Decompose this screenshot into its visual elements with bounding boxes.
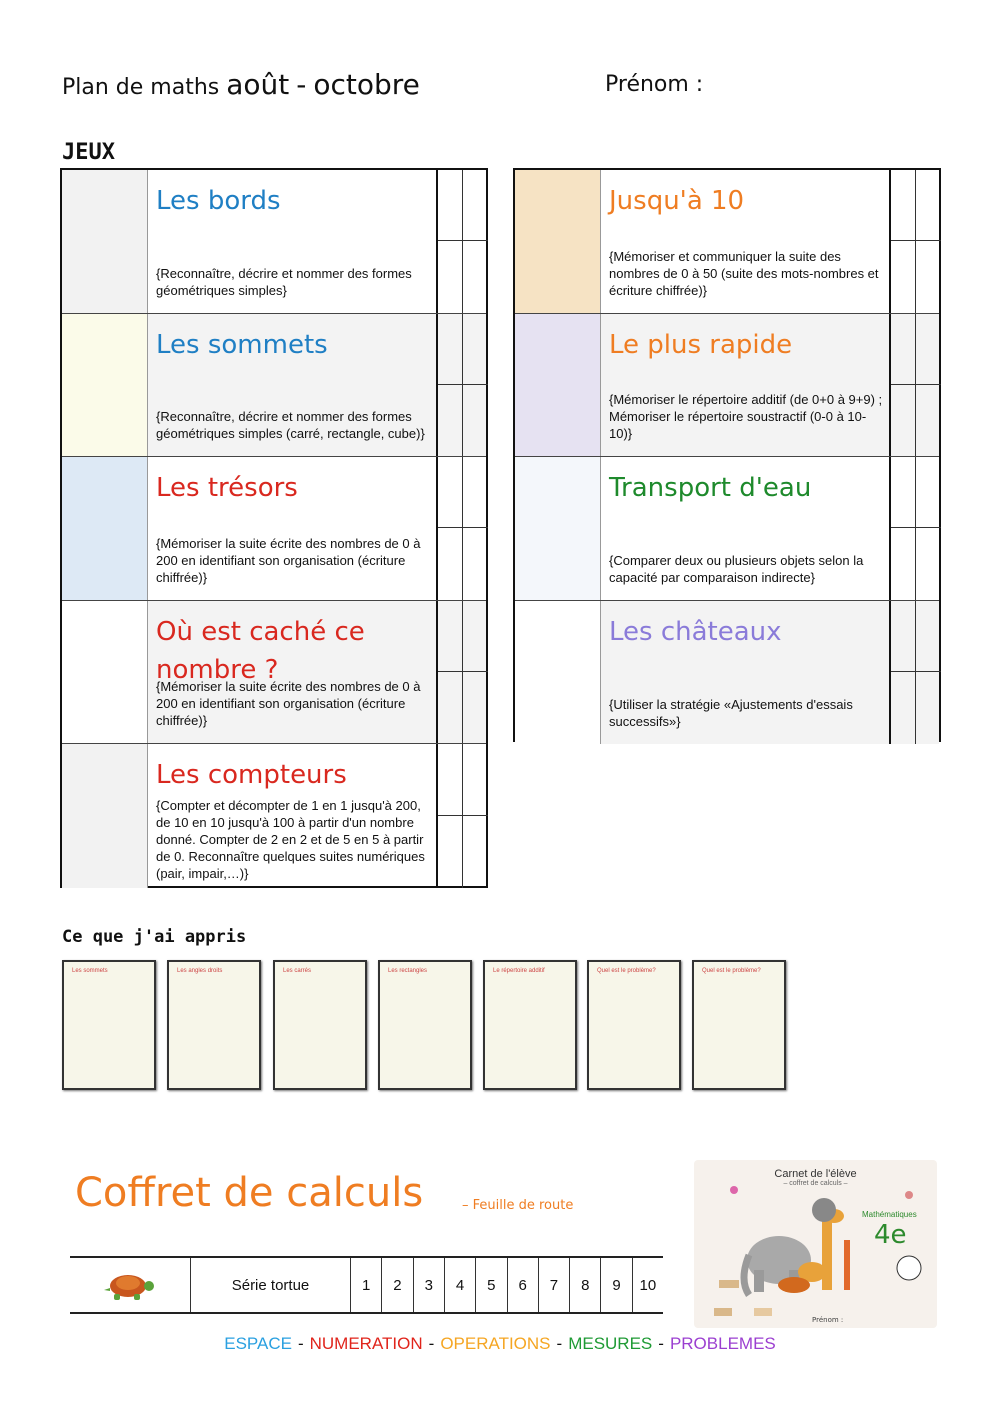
game-description: {Comparer deux ou plusieurs objets selon la capacité par comparaison indirecte} xyxy=(609,552,864,585)
learned-card xyxy=(167,960,261,1090)
progress-checkboxes xyxy=(889,314,939,457)
check-box[interactable] xyxy=(438,314,463,385)
game-row xyxy=(62,457,486,601)
check-box[interactable] xyxy=(438,601,463,672)
progress-checkboxes xyxy=(889,170,939,313)
learned-card-title: Les rectangles xyxy=(388,968,428,974)
learned-card xyxy=(273,960,367,1090)
serie-number[interactable]: 10 xyxy=(632,1258,663,1312)
check-box[interactable] xyxy=(438,528,463,599)
learned-card-title: Quel est le problème? xyxy=(597,968,656,974)
footer-separator: - xyxy=(556,1334,563,1353)
check-box[interactable] xyxy=(463,528,488,599)
progress-checkboxes xyxy=(436,744,486,888)
progress-checkboxes xyxy=(436,170,486,313)
progress-checkboxes xyxy=(436,314,486,457)
footer-separator: - xyxy=(297,1334,304,1353)
check-box[interactable] xyxy=(463,457,488,528)
check-box[interactable] xyxy=(916,528,941,599)
check-box[interactable] xyxy=(916,385,941,456)
learned-card xyxy=(378,960,472,1090)
check-box[interactable] xyxy=(891,672,916,744)
game-description: {Utiliser la stratégie «Ajustements d'essais successifs»} xyxy=(609,697,853,729)
title-dash: - xyxy=(296,68,307,101)
footer-domain: NUMERATION xyxy=(309,1334,423,1353)
check-box[interactable] xyxy=(438,672,463,743)
game-thumbnail xyxy=(62,170,148,313)
check-box[interactable] xyxy=(463,601,488,672)
check-box[interactable] xyxy=(438,816,463,888)
game-thumbnail xyxy=(515,314,601,457)
learned-card xyxy=(692,960,786,1090)
carnet-grade: 4e xyxy=(874,1220,907,1250)
check-box[interactable] xyxy=(891,385,916,456)
progress-checkboxes xyxy=(889,457,939,600)
check-box[interactable] xyxy=(463,744,488,816)
carnet-cover xyxy=(694,1160,937,1328)
coffret-subtitle: – Feuille de route xyxy=(462,1198,574,1213)
turtle-icon xyxy=(70,1258,190,1312)
progress-checkboxes xyxy=(436,457,486,600)
check-box[interactable] xyxy=(438,241,463,312)
game-description: {Mémoriser le répertoire additif (de 0+0 à 9+9) ; Mémoriser le répertoire soustractif (0-0 à 10-10)} xyxy=(609,392,883,441)
domains-footer xyxy=(0,1334,1000,1354)
game-row xyxy=(62,601,486,745)
game-row xyxy=(515,170,939,314)
game-row xyxy=(62,314,486,458)
game-thumbnail xyxy=(62,314,148,457)
carnet-subtitle: – coffret de calculs – xyxy=(783,1180,848,1187)
check-box[interactable] xyxy=(891,457,916,528)
game-title: Les châteaux xyxy=(609,616,782,647)
game-thumbnail xyxy=(515,170,601,313)
game-title: Les sommets xyxy=(156,329,328,360)
check-box[interactable] xyxy=(463,385,488,456)
game-row xyxy=(515,457,939,601)
progress-checkboxes xyxy=(436,601,486,744)
game-row xyxy=(62,744,486,888)
progress-checkboxes xyxy=(889,601,939,745)
learned-section-title: Ce que j'ai appris xyxy=(62,927,247,947)
check-box[interactable] xyxy=(891,601,916,673)
check-box[interactable] xyxy=(891,528,916,599)
games-table-left xyxy=(60,168,488,888)
check-box[interactable] xyxy=(916,241,941,312)
name-label: Prénom : xyxy=(605,72,704,97)
footer-domain: OPERATIONS xyxy=(440,1334,551,1353)
serie-table xyxy=(70,1256,663,1314)
check-box[interactable] xyxy=(463,816,488,888)
carnet-title: Carnet de l'élève xyxy=(774,1168,857,1180)
serie-number[interactable]: 2 xyxy=(381,1258,412,1312)
game-description: {Mémoriser et communiquer la suite des nombres de 0 à 50 (suite des mots-nombres et écriture chiffrée)} xyxy=(609,248,879,298)
check-box[interactable] xyxy=(463,170,488,241)
check-box[interactable] xyxy=(891,314,916,385)
carnet-prenom: Prénom : xyxy=(812,1316,844,1324)
serie-number[interactable]: 1 xyxy=(350,1258,381,1312)
learned-card-title: Les carrés xyxy=(283,968,312,974)
learned-card-title: Quel est le problème? xyxy=(702,968,761,974)
game-title: Les trésors xyxy=(156,473,298,503)
game-thumbnail xyxy=(62,744,148,888)
game-thumbnail xyxy=(62,601,148,744)
check-box[interactable] xyxy=(438,170,463,241)
game-description: {Mémoriser la suite écrite des nombres de 0 à 200 en identifiant son organisation (écriture chiffrée)} xyxy=(156,679,421,728)
learned-card xyxy=(483,960,577,1090)
game-row xyxy=(62,170,486,314)
footer-domain: PROBLEMES xyxy=(669,1334,776,1353)
learned-card xyxy=(62,960,156,1090)
check-box[interactable] xyxy=(891,241,916,312)
game-thumbnail xyxy=(515,601,601,745)
footer-domain: MESURES xyxy=(568,1334,653,1353)
learned-card-title: Le répertoire additif xyxy=(493,968,545,974)
month-start: août xyxy=(226,68,290,101)
serie-number[interactable]: 8 xyxy=(569,1258,600,1312)
game-row xyxy=(515,314,939,458)
game-row xyxy=(515,601,939,745)
game-title: Le plus rapide xyxy=(609,329,793,360)
games-section-title: JEUX xyxy=(62,140,115,165)
game-title: Transport d'eau xyxy=(609,473,812,503)
check-box[interactable] xyxy=(463,314,488,385)
check-box[interactable] xyxy=(916,457,941,528)
check-box[interactable] xyxy=(438,744,463,816)
check-box[interactable] xyxy=(891,170,916,241)
serie-number[interactable]: 4 xyxy=(444,1258,475,1312)
check-box[interactable] xyxy=(916,672,941,744)
game-description: {Reconnaître, décrire et nommer des formes géométriques simples} xyxy=(156,265,412,298)
plan-prefix: Plan de maths xyxy=(62,75,220,100)
carnet-subject: Mathématiques xyxy=(862,1210,917,1219)
learned-card-title: Les angles droits xyxy=(177,968,223,974)
footer-separator: - xyxy=(658,1334,664,1353)
coffret-title: Coffret de calculs xyxy=(75,1170,424,1216)
serie-number[interactable]: 6 xyxy=(507,1258,538,1312)
month-end: octobre xyxy=(313,68,420,101)
games-table-right xyxy=(513,168,941,742)
serie-number[interactable]: 5 xyxy=(475,1258,506,1312)
footer-domain: ESPACE xyxy=(224,1334,292,1353)
game-thumbnail xyxy=(62,457,148,600)
check-box[interactable] xyxy=(463,241,488,312)
footer-separator: - xyxy=(428,1334,435,1353)
game-title: Les compteurs xyxy=(156,760,347,790)
serie-number[interactable]: 7 xyxy=(538,1258,569,1312)
check-box[interactable] xyxy=(916,314,941,385)
game-thumbnail xyxy=(515,457,601,600)
serie-number[interactable]: 3 xyxy=(413,1258,444,1312)
serie-label: Série tortue xyxy=(190,1258,350,1312)
learned-card-title: Les sommets xyxy=(72,968,108,974)
serie-number[interactable]: 9 xyxy=(600,1258,631,1312)
check-box[interactable] xyxy=(916,170,941,241)
plan-title xyxy=(62,68,420,101)
game-description: {Compter et décompter de 1 en 1 jusqu'à 200, de 10 en 10 jusqu'à 100 à partir d'un nombre donné. Compter de 2 en 2 et de 5 en 5 à partir de 0. Reconnaître quelques suites numériques (pair, impair,…)} xyxy=(156,797,425,881)
check-box[interactable] xyxy=(916,601,941,673)
game-description: {Reconnaître, décrire et nommer des formes géométriques simples (carré, rectangle, cube)} xyxy=(156,409,425,441)
game-description: {Mémoriser la suite écrite des nombres de 0 à 200 en identifiant son organisation (écriture chiffrée)} xyxy=(156,535,421,585)
check-box[interactable] xyxy=(438,457,463,528)
check-box[interactable] xyxy=(438,385,463,456)
game-title: Les bords xyxy=(156,186,281,216)
learned-card xyxy=(587,960,681,1090)
check-box[interactable] xyxy=(463,672,488,743)
game-title: Où est caché ce nombre ? xyxy=(156,616,365,685)
game-title: Jusqu'à 10 xyxy=(609,186,745,216)
